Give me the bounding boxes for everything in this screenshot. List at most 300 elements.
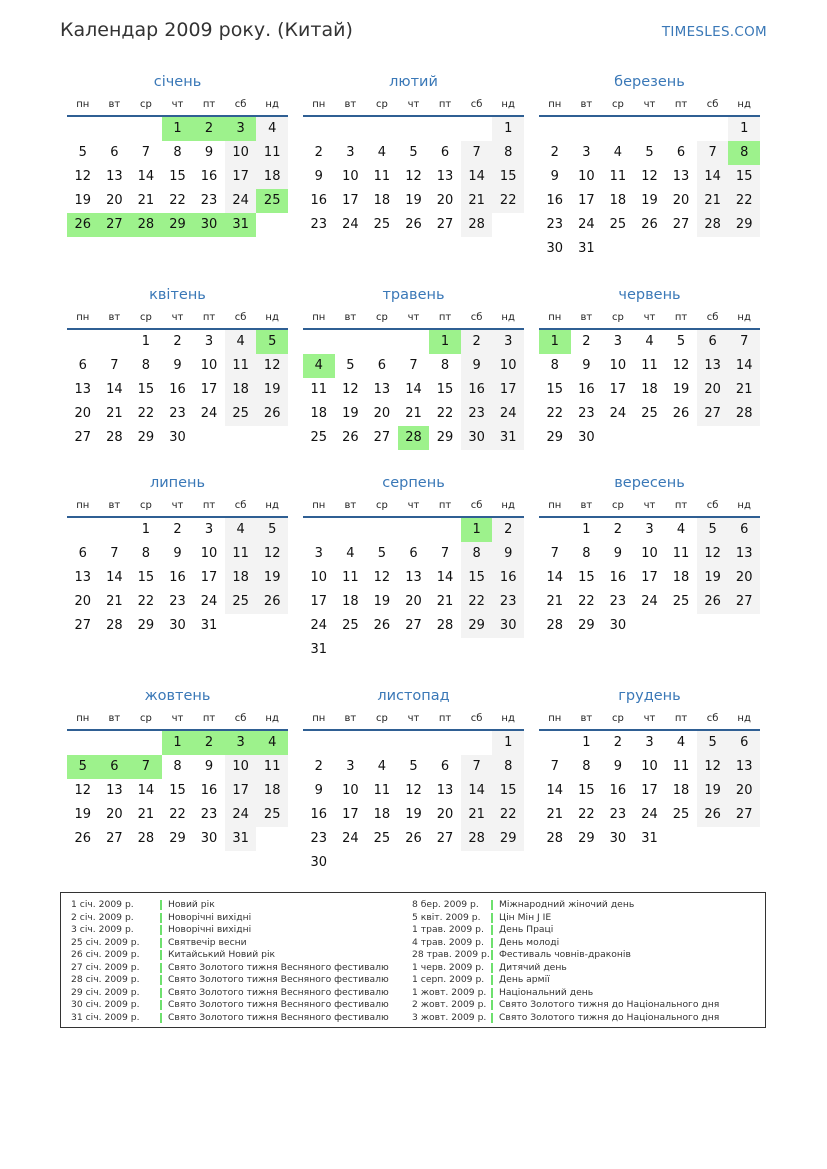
day-cell: 28: [106, 618, 123, 633]
day-cell: 23: [492, 590, 524, 614]
day-cell: 25: [672, 594, 690, 609]
day-cell: 7: [550, 759, 559, 774]
day-cell: 1: [582, 522, 591, 537]
weekday-label: пт: [202, 712, 216, 724]
day-cell: 3: [204, 334, 214, 349]
weekday-label: вт: [108, 499, 121, 511]
day-cell: 10: [310, 570, 328, 585]
holiday-name: Фестиваль човнів-драконів: [499, 949, 631, 960]
day-cell: 6: [676, 145, 686, 160]
day-cell: 23: [609, 594, 627, 609]
weekday-label: вт: [108, 311, 121, 323]
day-cell: 19: [697, 566, 729, 590]
month-calendar: [67, 685, 288, 875]
day-cell: 15: [137, 570, 155, 585]
holiday-day-cell: 1: [162, 117, 194, 141]
weekday-label: чт: [643, 98, 656, 110]
day-cell: 8: [141, 546, 151, 561]
weekday-label: пн: [312, 311, 326, 323]
day-cell: 18: [225, 378, 257, 402]
day-cell: 6: [78, 358, 87, 373]
day-cell: 11: [672, 759, 690, 774]
day-cell: 27: [436, 217, 454, 232]
day-cell: 2: [314, 145, 323, 160]
day-cell: 23: [169, 594, 186, 609]
weekday-label: нд: [501, 712, 515, 724]
weekday-label: нд: [501, 499, 515, 511]
weekday-label: ср: [139, 311, 152, 323]
day-cell: 25: [373, 831, 391, 846]
day-cell: 4: [377, 145, 387, 160]
day-cell: 9: [204, 759, 214, 774]
legend-row: [71, 937, 411, 950]
day-cell: 6: [440, 145, 450, 160]
legend-row: [412, 962, 752, 975]
day-cell: 3: [346, 145, 355, 160]
day-grid: [539, 330, 760, 474]
day-cell: 12: [74, 169, 92, 184]
day-cell: 21: [546, 594, 564, 609]
day-cell: 24: [225, 189, 257, 213]
day-cell: 31: [492, 426, 524, 450]
day-cell: 12: [641, 169, 658, 184]
day-cell: 12: [373, 570, 391, 585]
day-cell: 16: [578, 382, 595, 397]
month-calendar: [303, 472, 524, 662]
day-cell: 29: [578, 618, 595, 633]
weekday-label: ср: [375, 311, 388, 323]
day-cell: 15: [492, 165, 524, 189]
day-cell: 18: [342, 594, 359, 609]
weekday-label: нд: [501, 311, 515, 323]
holiday-date: 2 січ. 2009 р.: [71, 911, 134, 923]
day-cell: 12: [256, 542, 288, 566]
day-cell: 21: [137, 807, 155, 822]
day-cell: 28: [697, 213, 729, 237]
day-cell: 29: [546, 430, 564, 445]
weekday-label: сб: [470, 499, 483, 511]
weekday-label: вт: [108, 712, 121, 724]
day-cell: 10: [200, 546, 218, 561]
day-cell: 1: [141, 334, 151, 349]
day-cell: 18: [256, 165, 288, 189]
day-cell: 26: [672, 406, 690, 421]
day-cell: 30: [461, 426, 493, 450]
day-cell: 9: [314, 169, 323, 184]
day-cell: 30: [492, 614, 524, 638]
day-cell: 24: [200, 594, 218, 609]
holiday-marker: [491, 1013, 493, 1023]
holiday-day-cell: 30: [193, 213, 225, 237]
day-cell: 11: [256, 755, 288, 779]
day-cell: 20: [697, 378, 729, 402]
day-cell: 22: [461, 590, 493, 614]
holiday-day-cell: 7: [130, 755, 162, 779]
day-cell: 29: [436, 430, 454, 445]
day-cell: 10: [342, 169, 359, 184]
day-cell: 9: [613, 759, 623, 774]
weekday-label: сб: [234, 499, 247, 511]
day-cell: 2: [582, 334, 591, 349]
weekday-label: вт: [580, 311, 593, 323]
day-cell: 18: [672, 783, 690, 798]
day-cell: 5: [409, 759, 418, 774]
day-cell: 28: [137, 831, 155, 846]
day-cell: 18: [373, 193, 391, 208]
weekday-label: сб: [706, 311, 719, 323]
day-cell: 11: [641, 358, 658, 373]
legend-row: [412, 937, 752, 950]
weekday-label: пн: [76, 499, 90, 511]
day-cell: 7: [550, 546, 559, 561]
holiday-marker: [160, 925, 162, 935]
weekday-label: вт: [344, 712, 357, 724]
holiday-day-cell: 28: [130, 213, 162, 237]
weekday-label: чт: [643, 311, 656, 323]
holiday-date: 8 бер. 2009 р.: [412, 899, 479, 910]
day-cell: 24: [641, 594, 658, 609]
day-cell: 23: [169, 406, 186, 421]
weekday-label: чт: [171, 311, 184, 323]
day-cell: 2: [314, 759, 323, 774]
day-cell: 22: [728, 189, 760, 213]
day-cell: 10: [609, 358, 627, 373]
day-cell: 26: [641, 217, 658, 232]
weekday-header: [303, 93, 524, 117]
day-cell: 15: [578, 570, 595, 585]
day-cell: 13: [728, 755, 760, 779]
weekday-label: нд: [265, 98, 279, 110]
holiday-day-cell: 1: [539, 330, 571, 354]
weekday-label: пт: [674, 712, 688, 724]
weekday-label: пн: [548, 311, 562, 323]
day-cell: 16: [310, 193, 328, 208]
day-cell: 22: [436, 406, 454, 421]
day-cell: 11: [672, 546, 690, 561]
weekday-header: [539, 306, 760, 330]
day-cell: 19: [74, 193, 92, 208]
holiday-date: 28 трав. 2009 р.: [412, 949, 490, 960]
month-calendar: [67, 284, 288, 474]
legend-column-left: [71, 899, 411, 1024]
day-cell: 22: [546, 406, 564, 421]
day-cell: 16: [200, 169, 218, 184]
day-cell: 17: [641, 570, 658, 585]
weekday-header: [303, 306, 524, 330]
day-cell: 11: [225, 354, 257, 378]
day-cell: 17: [200, 570, 218, 585]
day-cell: 16: [492, 566, 524, 590]
weekday-label: сб: [706, 499, 719, 511]
holiday-day-cell: 3: [225, 731, 257, 755]
day-cell: 15: [578, 783, 595, 798]
weekday-label: ср: [139, 712, 152, 724]
day-cell: 13: [405, 570, 422, 585]
weekday-label: пт: [674, 98, 688, 110]
legend-row: [71, 912, 411, 925]
day-cell: 7: [110, 546, 119, 561]
legend-row: [71, 999, 411, 1012]
holiday-marker: [160, 900, 162, 910]
day-cell: 21: [436, 594, 454, 609]
month-name: квітень: [149, 287, 206, 303]
holiday-legend: [60, 892, 766, 1028]
day-cell: 9: [204, 145, 214, 160]
day-cell: 17: [225, 165, 257, 189]
day-cell: 21: [137, 193, 155, 208]
day-cell: 3: [582, 145, 591, 160]
holiday-date: 27 січ. 2009 р.: [71, 961, 140, 973]
holiday-day-cell: 4: [256, 731, 288, 755]
day-cell: 15: [169, 169, 186, 184]
holiday-name: Святвечір весни: [168, 936, 247, 948]
day-cell: 13: [106, 783, 123, 798]
weekday-label: чт: [171, 712, 184, 724]
weekday-label: ср: [611, 712, 624, 724]
weekday-label: чт: [407, 311, 420, 323]
holiday-marker: [160, 938, 162, 948]
day-cell: 11: [256, 141, 288, 165]
day-cell: 13: [106, 169, 123, 184]
day-cell: 27: [672, 217, 690, 232]
day-cell: 28: [546, 618, 564, 633]
day-cell: 22: [492, 189, 524, 213]
day-cell: 23: [461, 402, 493, 426]
month-name: вересень: [614, 475, 685, 491]
weekday-label: чт: [407, 98, 420, 110]
day-cell: 2: [461, 330, 493, 354]
day-cell: 9: [613, 546, 623, 561]
day-cell: 5: [697, 731, 729, 755]
day-cell: 20: [728, 779, 760, 803]
day-cell: 16: [461, 378, 493, 402]
day-cell: 17: [342, 807, 359, 822]
holiday-day-cell: 27: [99, 213, 131, 237]
weekday-label: пт: [674, 499, 688, 511]
day-cell: 20: [106, 193, 123, 208]
day-cell: 11: [342, 570, 359, 585]
day-cell: 22: [137, 406, 155, 421]
day-cell: 10: [641, 759, 658, 774]
holiday-day-cell: 2: [193, 731, 225, 755]
month-calendar: [67, 472, 288, 662]
legend-row: [71, 924, 411, 937]
weekday-label: чт: [643, 499, 656, 511]
day-cell: 21: [106, 594, 123, 609]
day-cell: 5: [78, 145, 87, 160]
day-cell: 30: [169, 430, 186, 445]
day-cell: 23: [546, 217, 564, 232]
holiday-name: Дитячий день: [499, 961, 567, 973]
legend-row: [412, 974, 752, 987]
holiday-marker: [491, 988, 493, 998]
weekday-label: ср: [139, 499, 152, 511]
weekday-label: пт: [202, 98, 216, 110]
day-cell: 10: [225, 755, 257, 779]
holiday-marker: [491, 925, 493, 935]
day-cell: 8: [173, 145, 182, 160]
day-cell: 12: [405, 169, 422, 184]
month-name: жовтень: [144, 688, 211, 704]
holiday-day-cell: 8: [728, 141, 760, 165]
weekday-header: [539, 707, 760, 731]
day-cell: 30: [546, 241, 564, 256]
day-cell: 19: [373, 594, 391, 609]
weekday-label: вт: [344, 311, 357, 323]
holiday-day-cell: 2: [193, 117, 225, 141]
day-cell: 15: [492, 779, 524, 803]
weekday-header: [303, 494, 524, 518]
day-cell: 8: [461, 542, 493, 566]
weekday-label: чт: [643, 712, 656, 724]
day-cell: 19: [405, 807, 422, 822]
day-cell: 27: [74, 618, 92, 633]
day-cell: 26: [405, 217, 422, 232]
holiday-marker: [160, 988, 162, 998]
day-cell: 16: [169, 570, 186, 585]
day-cell: 10: [225, 141, 257, 165]
day-cell: 5: [697, 518, 729, 542]
holiday-day-cell: 5: [67, 755, 99, 779]
day-cell: 8: [141, 358, 151, 373]
day-cell: 6: [110, 145, 119, 160]
day-cell: 20: [405, 594, 422, 609]
day-cell: 17: [225, 779, 257, 803]
day-cell: 10: [641, 546, 658, 561]
weekday-label: нд: [737, 499, 751, 511]
holiday-date: 3 січ. 2009 р.: [71, 924, 134, 935]
month-calendar: [539, 685, 760, 875]
holiday-marker: [160, 975, 162, 985]
holiday-day-cell: 31: [225, 213, 257, 237]
day-cell: 29: [461, 614, 493, 638]
day-cell: 29: [728, 213, 760, 237]
weekday-label: пт: [202, 499, 216, 511]
holiday-day-cell: 1: [162, 731, 194, 755]
day-cell: 1: [492, 117, 524, 141]
weekday-label: сб: [470, 311, 483, 323]
month-name: травень: [382, 287, 445, 303]
month-name: січень: [153, 74, 202, 90]
weekday-label: ср: [611, 311, 624, 323]
day-cell: 21: [106, 406, 123, 421]
day-cell: 19: [74, 807, 92, 822]
day-grid: [539, 518, 760, 662]
day-cell: 28: [106, 430, 123, 445]
day-cell: 14: [137, 783, 155, 798]
legend-row: [71, 899, 411, 912]
day-cell: 6: [697, 330, 729, 354]
day-cell: 21: [405, 406, 422, 421]
day-cell: 31: [200, 618, 218, 633]
day-cell: 5: [676, 334, 686, 349]
holiday-day-cell: 1: [461, 518, 493, 542]
site-logo-link[interactable]: TIMESLES.COM: [661, 24, 767, 40]
day-cell: 11: [373, 783, 391, 798]
day-grid: [539, 117, 760, 261]
day-cell: 17: [342, 193, 359, 208]
month-name: лютий: [389, 74, 438, 90]
day-cell: 10: [200, 358, 218, 373]
day-cell: 28: [436, 618, 454, 633]
weekday-label: нд: [737, 98, 751, 110]
day-cell: 26: [256, 590, 288, 614]
day-cell: 21: [546, 807, 564, 822]
weekday-header: [539, 93, 760, 117]
day-cell: 20: [74, 594, 92, 609]
day-cell: 21: [728, 378, 760, 402]
day-cell: 7: [409, 358, 418, 373]
day-cell: 5: [377, 546, 387, 561]
day-cell: 11: [609, 169, 627, 184]
weekday-label: вт: [344, 98, 357, 110]
day-cell: 17: [310, 594, 328, 609]
day-cell: 3: [314, 546, 323, 561]
day-cell: 7: [110, 358, 119, 373]
holiday-date: 1 січ. 2009 р.: [71, 899, 134, 910]
day-cell: 6: [409, 546, 418, 561]
holiday-marker: [160, 963, 162, 973]
legend-row: [71, 962, 411, 975]
month-name: листопад: [377, 688, 450, 704]
day-cell: 14: [461, 779, 493, 803]
weekday-label: сб: [470, 98, 483, 110]
holiday-day-cell: 29: [162, 213, 194, 237]
day-cell: 24: [200, 406, 218, 421]
day-cell: 12: [405, 783, 422, 798]
day-cell: 27: [405, 618, 422, 633]
day-grid: [539, 731, 760, 875]
day-cell: 5: [346, 358, 355, 373]
day-cell: 12: [74, 783, 92, 798]
holiday-day-cell: 4: [303, 354, 335, 378]
day-cell: 9: [550, 169, 559, 184]
day-cell: 26: [697, 803, 729, 827]
day-cell: 13: [728, 542, 760, 566]
day-cell: 20: [373, 406, 391, 421]
day-cell: 30: [200, 831, 218, 846]
holiday-name: Китайський Новий рік: [168, 949, 276, 960]
day-cell: 13: [436, 783, 454, 798]
day-cell: 22: [169, 193, 186, 208]
holiday-date: 1 черв. 2009 р.: [412, 961, 484, 973]
day-cell: 25: [310, 430, 328, 445]
day-cell: 14: [405, 382, 422, 397]
legend-row: [71, 949, 411, 962]
weekday-label: нд: [501, 98, 515, 110]
month-name: серпень: [382, 475, 445, 491]
weekday-label: пт: [438, 499, 452, 511]
day-cell: 25: [256, 803, 288, 827]
holiday-date: 28 січ. 2009 р.: [71, 974, 140, 985]
day-cell: 17: [641, 783, 658, 798]
holiday-date: 3 жовт. 2009 р.: [412, 1011, 487, 1023]
holiday-name: Свято Золотого тижня Весняного фестивалю: [168, 974, 389, 985]
day-cell: 4: [225, 518, 257, 542]
holiday-name: Цін Мін Ј ІЕ: [499, 911, 552, 923]
holiday-day-cell: 26: [67, 213, 99, 237]
day-cell: 1: [582, 735, 591, 750]
day-grid: [303, 330, 524, 474]
weekday-header: [303, 707, 524, 731]
month-name: липень: [149, 475, 206, 491]
weekday-label: сб: [234, 311, 247, 323]
day-cell: 20: [728, 566, 760, 590]
legend-row: [71, 987, 411, 1000]
day-grid: [67, 117, 288, 261]
day-cell: 5: [256, 518, 288, 542]
day-cell: 4: [676, 735, 686, 750]
